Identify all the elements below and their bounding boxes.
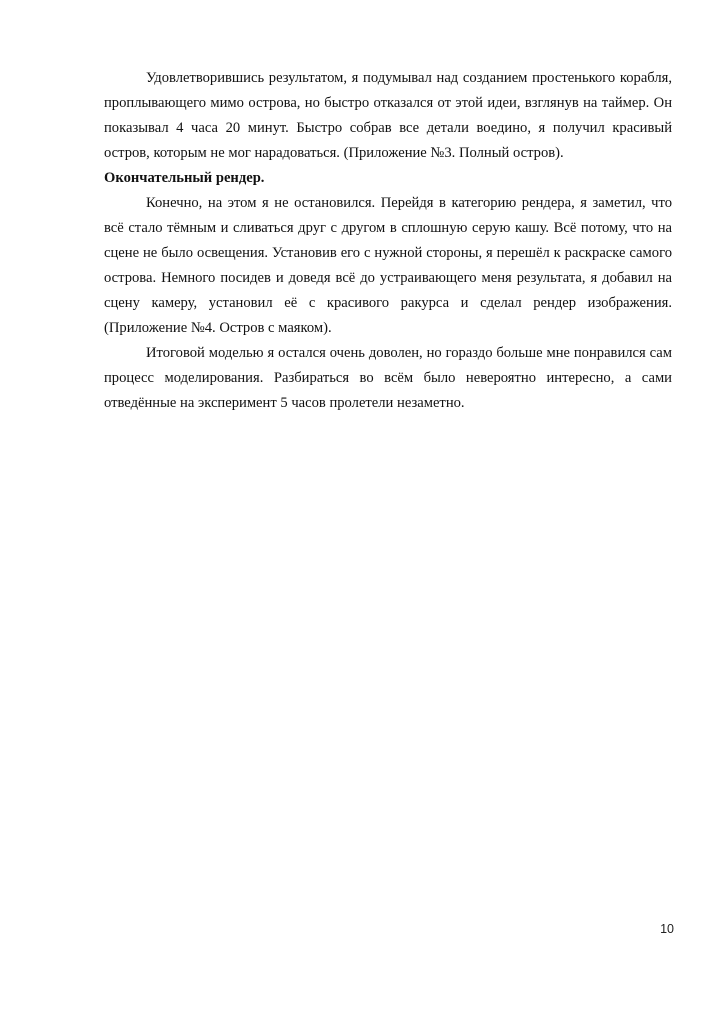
- paragraph-island-result: Удовлетворившись результатом, я подумывал над созданием простенького корабля, проплывающего мимо острова, но быстро отказался от этой идеи, взглянув на таймер. Он показывал 4 часа 20 минут. Быстро собрав все детали воедино, я получил красивый остров, которым не мог нарадоваться. (Приложение №3. Полный остров).: [104, 70, 672, 161]
- document-page: [104, 66, 672, 416]
- paragraph-conclusion: Итоговой моделью я остался очень доволен, но гораздо больше мне понравился сам процесс моделирования. Разбираться во всём было невероятно интересно, а сами отведённые на эксперимент 5 часов пролетели незаметно.: [104, 345, 672, 411]
- paragraph-render-process: Конечно, на этом я не остановился. Перейдя в категорию рендера, я заметил, что всё стало тёмным и сливаться друг с другом в сплошную серую кашу. Всё потому, что на сцене не было освещения. Установив его с нужной стороны, я перешёл к раскраске самого острова. Немного посидев и доведя всё до устраивающего меня результата, я добавил на сцену камеру, установил её с красивого ракурса и сделал рендер изображения. (Приложение №4. Остров с маяком).: [104, 195, 672, 336]
- section-heading-final-render: Окончательный рендер.: [104, 170, 265, 186]
- page-number: 10: [660, 922, 674, 936]
